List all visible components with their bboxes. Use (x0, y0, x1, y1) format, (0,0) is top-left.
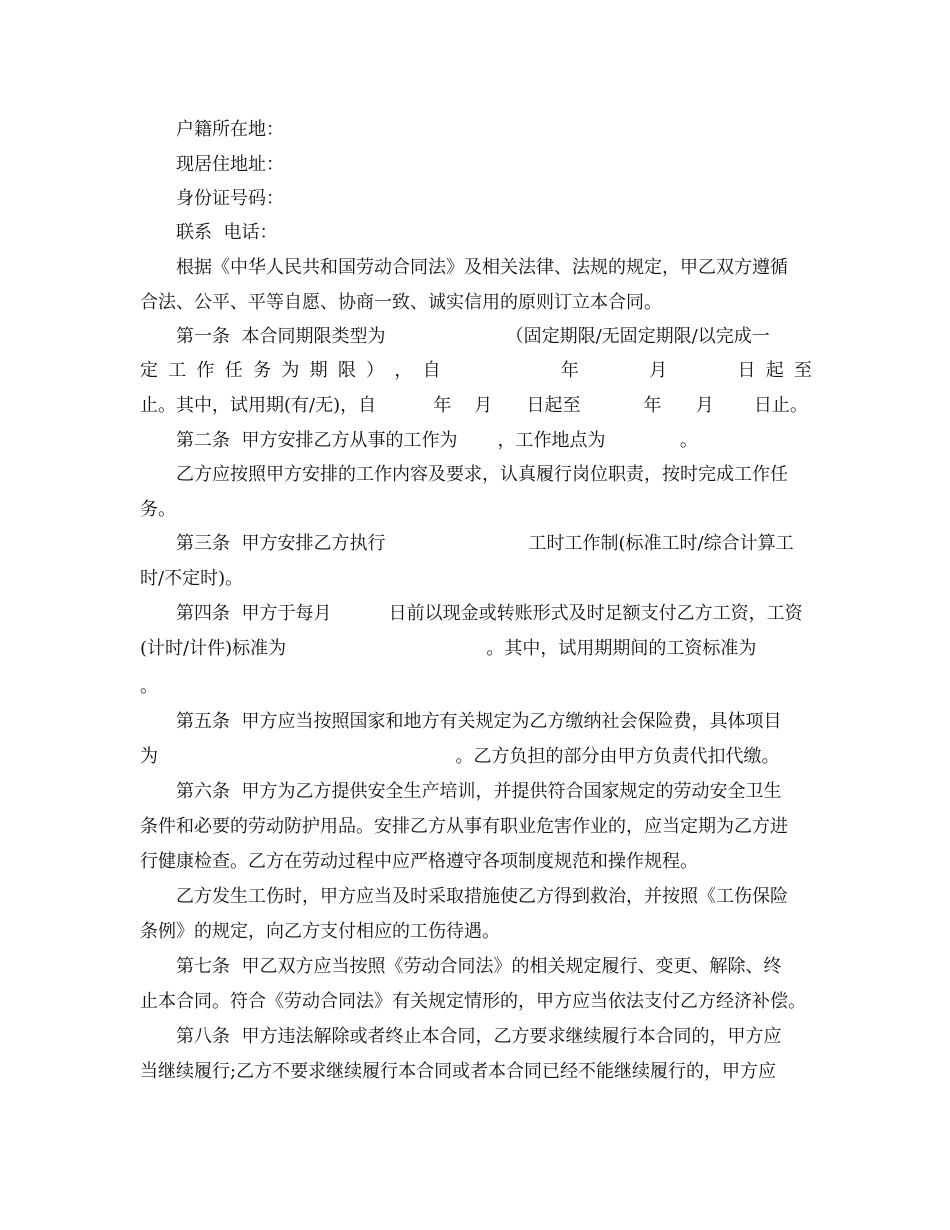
article-2-line-2: 乙方应按照甲方安排的工作内容及要求，认真履行岗位职责，按时完成工作任 (176, 464, 788, 485)
article-5-line-1: 第五条 甲方应当按照国家和地方有关规定为乙方缴纳社会保险费，具体项目 (176, 711, 782, 732)
article-3-line-1: 第三条 甲方安排乙方执行 工时工作制(标准工时/综合计算工 (176, 533, 794, 554)
article-3-line-2: 时/不定时)。 (140, 568, 244, 589)
article-6-line-3: 行健康检查。乙方在劳动过程中应严格遵守各项制度规范和操作规程。 (140, 851, 698, 872)
article-7-line-1: 第七条 甲乙双方应当按照《劳动合同法》的相关规定履行、变更、解除、终 (176, 956, 782, 977)
article-1-char: ， (394, 360, 413, 381)
article-1-char: 月 (649, 360, 668, 381)
article-8-line-1: 第八条 甲方违法解除或者终止本合同，乙方要求继续履行本合同的，甲方应 (176, 1026, 782, 1047)
article-1-char: 定 (140, 360, 158, 381)
article-4-line-3: 。 (140, 676, 158, 697)
id-number-line: 身份证号码： (176, 188, 284, 209)
article-4-line-2: (计时/计件)标准为 。其中，试用期期间的工资标准为 (140, 638, 757, 659)
article-2-line-3: 务。 (140, 499, 176, 520)
article-7-line-2: 止本合同。符合《劳动合同法》有关规定情形的，甲方应当依法支付乙方经济补偿。 (140, 991, 806, 1012)
article-6-line-1: 第六条 甲方为乙方提供安全生产培训，并提供符合国家规定的劳动安全卫生 (176, 781, 782, 802)
article-1-line-2 (140, 354, 812, 388)
article-6-line-2: 条件和必要的劳动防护用品。安排乙方从事有职业危害作业的，应当定期为乙方进 (140, 816, 788, 837)
article-4-line-1: 第四条 甲方于每月 日前以现金或转账形式及时足额支付乙方工资，工资 (176, 603, 803, 624)
preamble-line-1: 根据《中华人民共和国劳动合同法》及相关法律、法规的规定，甲乙双方遵循 (176, 257, 788, 278)
household-registration-line: 户籍所在地： (176, 119, 284, 140)
article-1-char: 年 (560, 360, 579, 381)
article-1-char: 至 (793, 360, 812, 381)
article-1-char: 工 (168, 360, 187, 381)
article-6-line-4: 乙方发生工伤时，甲方应当及时采取措施使乙方得到救治，并按照《工伤保险 (176, 886, 788, 907)
current-address-line: 现居住地址： (176, 154, 284, 175)
article-1-line-3: 止。其中，试用期(有/无)，自 年 月 日起至 年 月 日止。 (140, 395, 808, 416)
article-1-char: 限 (337, 360, 356, 381)
article-8-line-2: 当继续履行;乙方不要求继续履行本合同或者本合同已经不能继续履行的，甲方应 (140, 1061, 777, 1082)
article-1-char: 日 (737, 360, 756, 381)
preamble-line-2: 合法、公平、平等自愿、协商一致、诚实信用的原则订立本合同。 (140, 292, 662, 313)
article-1-char: 自 (422, 360, 441, 381)
article-1-char: 为 (281, 360, 300, 381)
article-2-line-1: 第二条 甲方安排乙方从事的工作为 ，工作地点为 。 (176, 430, 698, 451)
article-1-char: 任 (224, 360, 243, 381)
article-1-char: 务 (253, 360, 272, 381)
article-5-line-2: 为 。乙方负担的部分由甲方负责代扣代缴。 (140, 746, 780, 767)
article-1-char: 作 (196, 360, 215, 381)
article-1-char: 期 (309, 360, 328, 381)
phone-line: 联系 电话： (176, 222, 278, 243)
article-6-line-5: 条例》的规定，向乙方支付相应的工伤待遇。 (140, 921, 500, 942)
article-1-line-1: 第一条 本合同期限类型为 （固定期限/无固定期限/以完成一 (176, 326, 770, 347)
article-1-char: ） (366, 360, 385, 381)
article-1-char: 起 (765, 360, 784, 381)
